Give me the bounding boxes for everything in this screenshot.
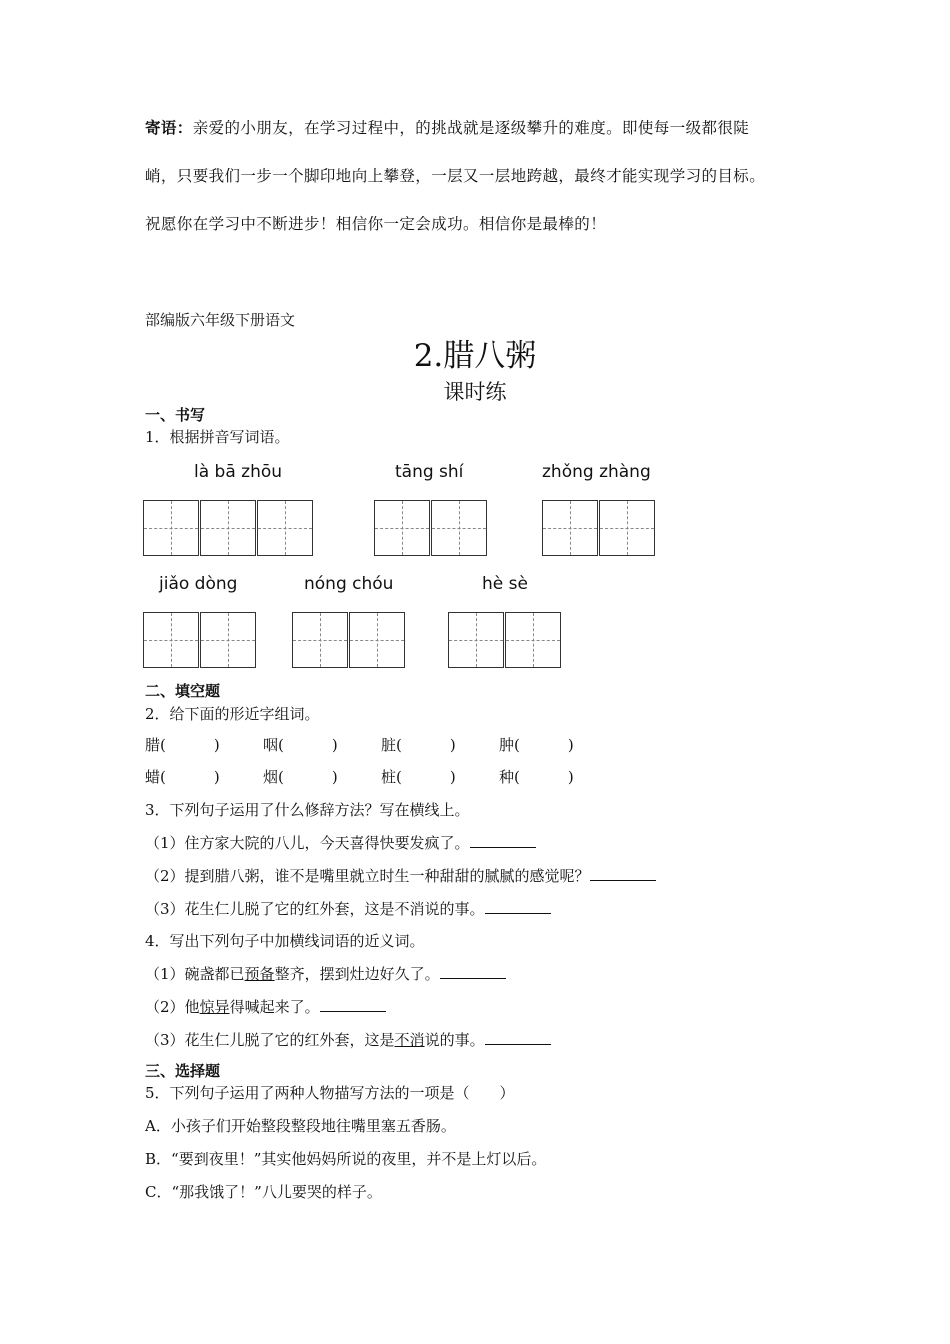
section-heading-fill: 二、填空题 (145, 682, 221, 700)
option-c[interactable]: C．“那我饿了！”八儿要哭的样子。 (145, 1183, 382, 1201)
pinyin-3: zhǒng zhàng (542, 462, 651, 482)
q4-item-3: （3）花生仁儿脱了它的红外套，这是不消说的事。 (145, 1029, 551, 1050)
writing-grid-1[interactable] (143, 500, 314, 556)
q3-item-2: （2）提到腊八粥，谁不是嘴里就立时生一种甜甜的腻腻的感觉呢？ (145, 865, 656, 886)
answer-blank[interactable] (440, 964, 506, 979)
writing-cell[interactable] (200, 500, 256, 556)
question-1: 1．根据拼音写词语。 (145, 428, 290, 446)
writing-cell[interactable] (599, 500, 655, 556)
intro-line-2: 峭，只要我们一步一个脚印地向上攀登，一层又一层地跨越，最终才能实现学习的目标。 (145, 167, 766, 185)
option-a[interactable]: A．小孩子们开始整段整段地往嘴里塞五香肠。 (145, 1117, 456, 1135)
answer-blank[interactable] (320, 997, 386, 1012)
pinyin-5: nóng chóu (304, 574, 394, 594)
writing-cell[interactable] (542, 500, 598, 556)
answer-blank[interactable] (485, 899, 551, 914)
writing-cell[interactable] (143, 500, 199, 556)
writing-grid-3[interactable] (542, 500, 656, 556)
q3-item-1: （1）住方家大院的八儿，今天喜得快要发疯了。 (145, 832, 536, 853)
option-b[interactable]: B．“要到夜里！”其实他妈妈所说的夜里，并不是上灯以后。 (145, 1150, 547, 1168)
pinyin-1: là bā zhōu (194, 462, 283, 482)
underlined-word: 惊异 (199, 998, 230, 1016)
char-pair: 肿( ) (499, 736, 574, 754)
char-pair: 咽( ) (263, 736, 338, 754)
page-title: 2.腊八粥 (413, 338, 537, 374)
section-heading-writing: 一、书写 (145, 406, 206, 424)
underlined-word: 不消 (394, 1031, 425, 1049)
writing-cell[interactable] (292, 612, 348, 668)
char-pair: 腊( ) (145, 736, 220, 754)
writing-cell[interactable] (143, 612, 199, 668)
char-pair: 种( ) (499, 768, 574, 786)
writing-grid-6[interactable] (448, 612, 562, 668)
writing-cell[interactable] (200, 612, 256, 668)
char-pair: 烟( ) (263, 768, 338, 786)
answer-blank[interactable] (590, 866, 656, 881)
book-subtitle: 部编版六年级下册语文 (145, 311, 296, 329)
underlined-word: 预备 (244, 965, 275, 983)
writing-cell[interactable] (448, 612, 504, 668)
writing-cell[interactable] (349, 612, 405, 668)
question-3: 3．下列句子运用了什么修辞方法？写在横线上。 (145, 801, 470, 819)
q3-item-3: （3）花生仁儿脱了它的红外套，这是不消说的事。 (145, 898, 551, 919)
pinyin-4: jiǎo dòng (159, 574, 238, 594)
answer-blank[interactable] (470, 833, 536, 848)
question-2: 2．给下面的形近字组词。 (145, 705, 320, 723)
question-4: 4．写出下列句子中加横线词语的近义词。 (145, 932, 425, 950)
writing-grid-5[interactable] (292, 612, 406, 668)
writing-cell[interactable] (257, 500, 313, 556)
char-pair: 脏( ) (381, 736, 456, 754)
intro-line-3: 祝愿你在学习中不断进步！相信你一定会成功。相信你是最棒的！ (145, 215, 607, 233)
section-heading-choice: 三、选择题 (145, 1062, 221, 1080)
question-5: 5．下列句子运用了两种人物描写方法的一项是（ ） (145, 1084, 515, 1102)
intro-label: 寄语： (145, 118, 193, 137)
writing-cell[interactable] (431, 500, 487, 556)
intro-line-1: 寄语：亲爱的小朋友，在学习过程中，的挑战就是逐级攀升的难度。即使每一级都很陡 (145, 118, 750, 137)
writing-cell[interactable] (505, 612, 561, 668)
pinyin-6: hè sè (482, 574, 528, 594)
q4-item-1: （1）碗盏都已预备整齐，摆到灶边好久了。 (145, 963, 506, 984)
writing-cell[interactable] (374, 500, 430, 556)
char-pair: 桩( ) (381, 768, 456, 786)
char-pair-row-1 (145, 734, 617, 755)
writing-grid-4[interactable] (143, 612, 257, 668)
pinyin-2: tāng shí (395, 462, 464, 482)
lesson-label: 课时练 (443, 380, 507, 404)
char-pair: 蜡( ) (145, 768, 220, 786)
answer-blank[interactable] (485, 1030, 551, 1045)
writing-grid-2[interactable] (374, 500, 488, 556)
char-pair-row-2 (145, 766, 617, 787)
q4-item-2: （2）他惊异得喊起来了。 (145, 996, 386, 1017)
